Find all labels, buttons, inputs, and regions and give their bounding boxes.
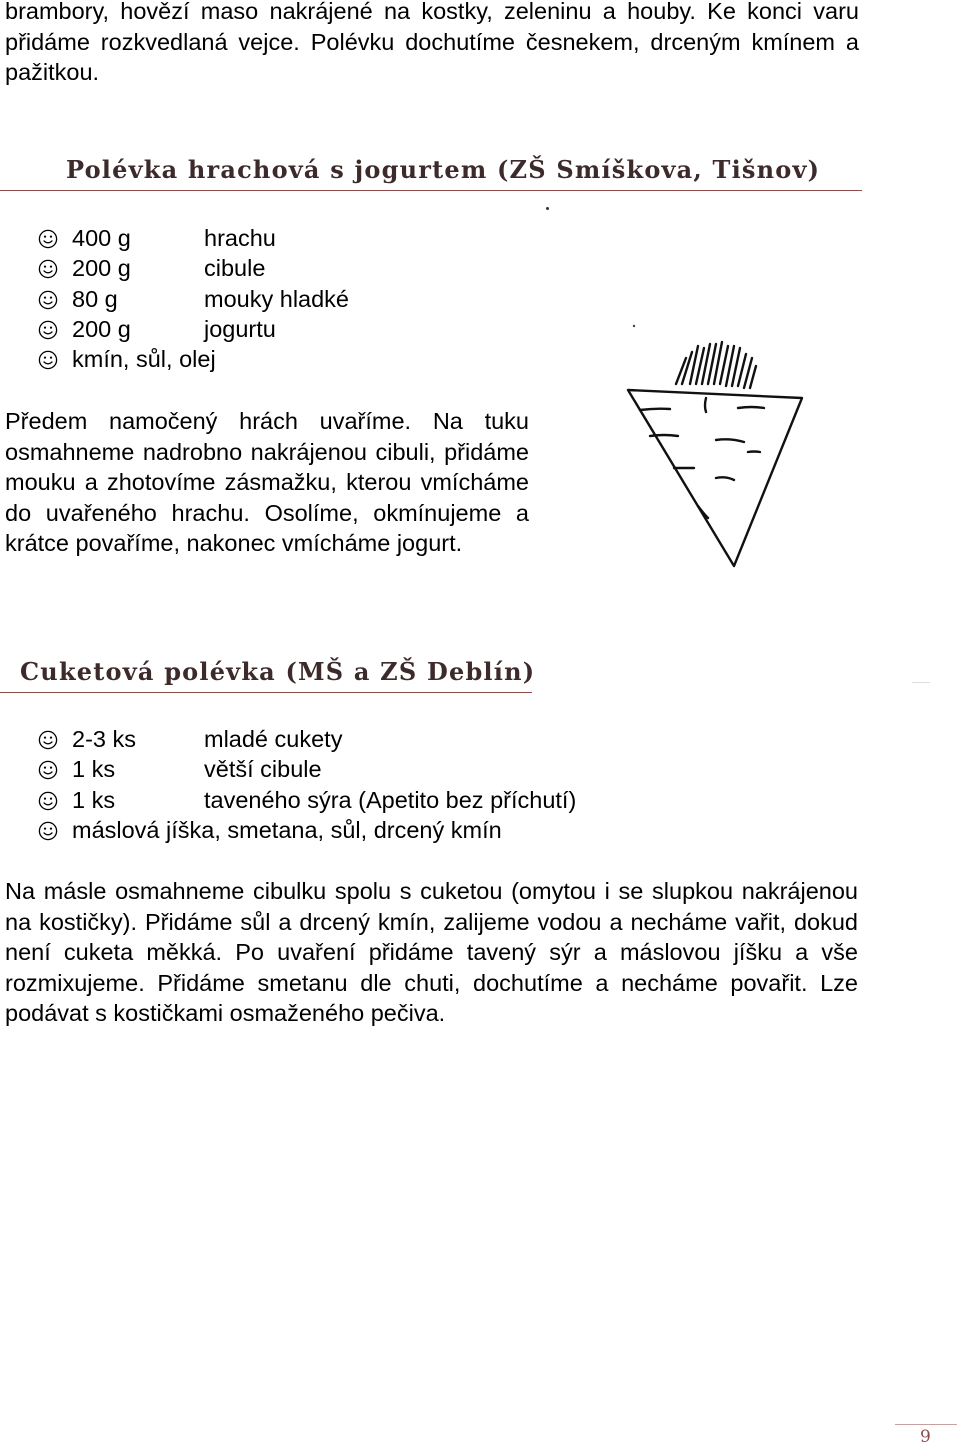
- page-number: 9: [920, 1427, 931, 1447]
- ingredient-quantity: 1 ks: [72, 756, 116, 783]
- ingredient-name: hrachu: [204, 225, 276, 251]
- stray-dot: [546, 207, 549, 210]
- ingredient-name: taveného sýra (Apetito bez příchutí): [204, 786, 577, 813]
- ingredient-quantity: 200 g: [72, 255, 131, 282]
- smiley-icon: [38, 290, 58, 310]
- page-number-rule: [895, 1424, 957, 1425]
- ingredient-name: mouky hladké: [204, 285, 349, 312]
- ingredient-name: větší cibule: [204, 756, 322, 783]
- smiley-icon: [38, 730, 58, 750]
- ingredient-name: jogurtu: [204, 315, 276, 342]
- smiley-icon: [38, 259, 58, 279]
- recipe2-instructions: Na másle osmahneme cibulku spolu s cuketou (omytou i se slupkou nakrájenou na kostičky). Přidáme sůl a drcený kmín, zalijeme vodou a necháme vařit, dokud není cuketa měkká. Po uvaření přidáme tavený sýr a máslovou jíšku a vše rozmixujeme. Přidáme smetanu dle chuti, dochutíme a necháme povařit. Lze podávat s kostičkami osmaženého pečiva.: [5, 878, 858, 1026]
- smiley-icon: [38, 760, 58, 780]
- recipe2-title: Cuketová polévka (MŠ a ZŠ Deblín): [20, 657, 536, 686]
- carrot-drawing-icon: [612, 318, 812, 578]
- ingredient-quantity: 2-3 ks: [72, 726, 136, 752]
- ingredient-quantity: 80 g: [72, 285, 118, 312]
- recipe2-title-rule: [0, 692, 532, 693]
- ingredient-extra: máslová jíška, smetana, sůl, drcený kmín: [72, 816, 502, 843]
- ingredient-name: cibule: [204, 255, 266, 282]
- recipe1-title-rule: [0, 190, 862, 191]
- ingredient-name: mladé cukety: [204, 726, 343, 752]
- intro-paragraph: brambory, hovězí maso nakrájené na kostky, zeleninu a houby. Ke konci varu přidáme rozkvedlaná vejce. Polévku dochutíme česnekem, drceným kmínem a pažitkou.: [5, 0, 859, 85]
- smiley-icon: [38, 821, 58, 841]
- recipe1-title: Polévka hrachová s jogurtem (ZŠ Smíškova, Tišnov): [66, 155, 821, 184]
- recipe1-instructions: Předem namočený hrách uvaříme. Na tuku osmahneme nadrobno nakrájenou cibuli, přidáme mouku a zhotovíme zásmažku, kterou vmícháme do uvařeného hrachu. Osolíme, okmínujeme a krátce povaříme, nakonec vmícháme jogurt.: [5, 408, 529, 556]
- smiley-icon: [38, 229, 58, 249]
- ingredient-quantity: 1 ks: [72, 786, 116, 813]
- ingredient-quantity: 200 g: [72, 315, 131, 342]
- ingredient-quantity: 400 g: [72, 225, 131, 251]
- smiley-icon: [38, 320, 58, 340]
- smiley-icon: [38, 791, 58, 811]
- stray-mark: [912, 682, 930, 683]
- smiley-icon: [38, 350, 58, 370]
- ingredient-extra: kmín, sůl, olej: [72, 346, 216, 373]
